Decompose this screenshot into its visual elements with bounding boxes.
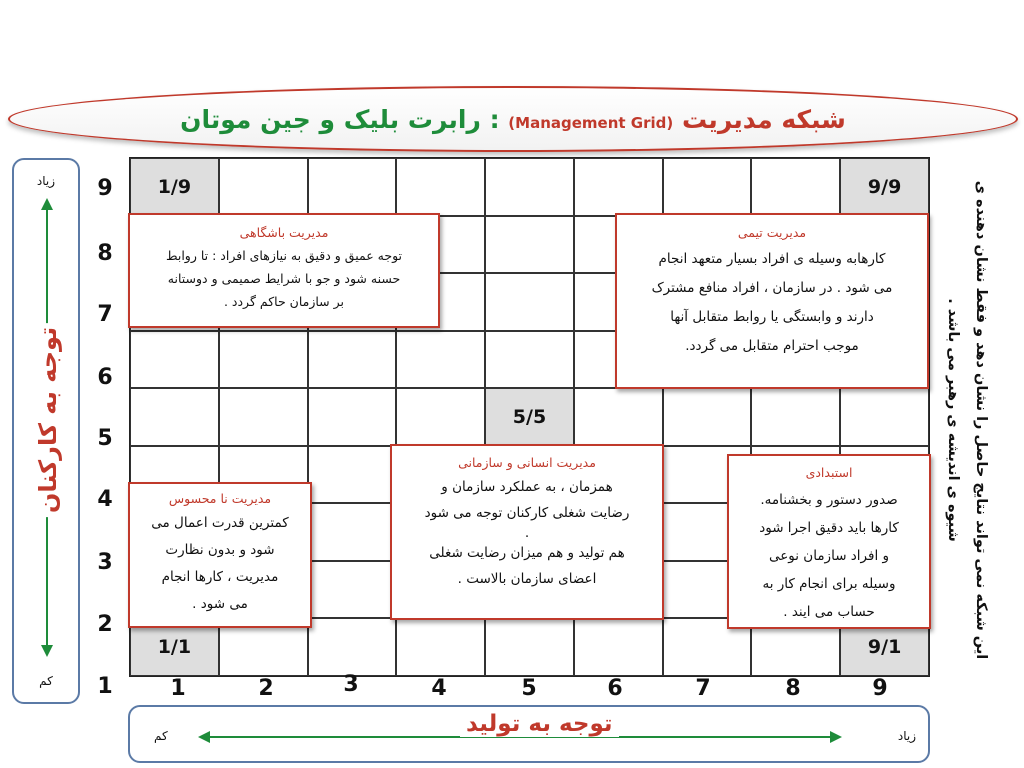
y-axis-high-label: زیاد	[36, 174, 56, 188]
grid-cell	[574, 618, 663, 676]
box-line: وسیله برای انجام کار به	[762, 576, 896, 592]
box-line: توجه عمیق و دقیق به نیازهای افراد : تا روابط	[165, 248, 403, 263]
grid-style-label: 1/1	[130, 618, 219, 676]
column-number: 8	[785, 676, 801, 701]
grid-cell	[840, 388, 929, 446]
grid-cell	[485, 331, 574, 389]
y-axis-low-label: کم	[39, 674, 53, 688]
box-title: مدیریت تیمی	[737, 225, 807, 240]
row-number: 8	[97, 241, 113, 266]
grid-cell	[751, 158, 840, 216]
column-number: 1	[170, 676, 186, 701]
row-number: 4	[97, 487, 113, 512]
box-line: حسنه شود و جو با شرایط صمیمی و دوستانه	[167, 271, 401, 286]
title-english: (Management Grid)	[508, 113, 674, 132]
grid-cell	[485, 216, 574, 274]
grid-cell	[396, 331, 485, 389]
column-number: 6	[607, 676, 623, 701]
box-line: شود و بدون نظارت	[165, 542, 275, 558]
x-axis-title: توجه به تولید	[460, 711, 619, 737]
x-axis-high-label: زیاد	[897, 729, 916, 743]
grid-cell	[219, 388, 308, 446]
grid-style-label: 9/1	[840, 618, 929, 676]
row-number: 6	[97, 365, 113, 390]
grid-cell	[308, 561, 397, 619]
box-title: مدیریت باشگاهی	[239, 225, 329, 240]
box-title: مدیریت انسانی و سازمانی	[458, 455, 596, 470]
row-number: 7	[97, 302, 113, 327]
grid-style-label: 9/9	[840, 158, 929, 216]
column-number: 4	[431, 676, 447, 701]
x-axis-panel	[128, 705, 930, 763]
grid-cell	[308, 618, 397, 676]
box-line: کمترین قدرت اعمال می	[151, 515, 289, 531]
grid-cell	[663, 388, 752, 446]
title-authors: : رابرت بلیک و جین موتان	[180, 104, 500, 134]
row-number: 1	[97, 674, 113, 699]
box-line: اعضای سازمان بالاست .	[457, 571, 597, 587]
grid-style-label: 5/5	[485, 388, 574, 446]
organization-man-management-box	[390, 444, 664, 620]
box-line: .	[524, 525, 530, 541]
box-title: استبدادی	[805, 465, 853, 480]
grid-cell	[751, 388, 840, 446]
box-line: کارهابه وسیله ی افراد بسیار متعهد انجام	[658, 251, 886, 267]
box-line: رضایت شغلی کارکنان توجه می شود	[424, 505, 630, 521]
grid-cell	[574, 158, 663, 216]
impoverished-management-box	[128, 482, 312, 628]
box-title: مدیریت نا محسوس	[168, 491, 272, 506]
x-axis-low-label: کم	[154, 729, 168, 743]
box-line: می شود . در سازمان ، افراد منافع مشترک	[651, 280, 893, 296]
grid-cell	[219, 158, 308, 216]
grid-cell	[574, 388, 663, 446]
box-line: موجب احترام متقابل می گردد.	[685, 338, 859, 354]
page-title	[180, 105, 846, 134]
side-note-line: این شبکه نمی تواند نتایج حاصل را نشان دهد و فقط نشان دهنده ی	[973, 180, 989, 660]
title-main: شبکه مدیریت	[681, 104, 846, 134]
grid-cell	[308, 388, 397, 446]
grid-cell	[485, 618, 574, 676]
column-number: 7	[695, 676, 711, 701]
side-note-line: شیوه ی اندیشه ی رهبر می باشد .	[945, 298, 961, 542]
box-line: و افراد سازمان نوعی	[768, 548, 890, 564]
grid-cell	[485, 273, 574, 331]
grid-cell	[308, 158, 397, 216]
grid-style-label: 1/9	[130, 158, 219, 216]
grid-cell	[396, 388, 485, 446]
row-number: 2	[97, 612, 113, 637]
row-number: 9	[97, 176, 113, 201]
grid-cell	[219, 331, 308, 389]
box-line: هم تولید و هم میزان رضایت شغلی	[429, 545, 625, 561]
grid-cell	[396, 158, 485, 216]
grid-cell	[308, 446, 397, 504]
y-axis-panel	[12, 158, 80, 704]
column-number: 5	[521, 676, 537, 701]
column-number: 2	[258, 676, 274, 701]
country-club-management-box	[128, 213, 440, 328]
box-line: دارند و وابستگی یا روابط متقابل آنها	[670, 309, 874, 325]
grid-cell	[130, 388, 219, 446]
title-banner	[8, 86, 1018, 152]
box-line: کارها باید دقیق اجرا شود	[759, 520, 899, 536]
team-management-box	[615, 213, 929, 389]
grid-cell	[485, 158, 574, 216]
row-number: 3	[97, 550, 113, 575]
box-line: بر سازمان حاکم گردد .	[223, 294, 345, 309]
y-axis-title: توجه به کارکنان	[34, 323, 62, 517]
grid-cell	[396, 618, 485, 676]
grid-cell	[130, 331, 219, 389]
grid-cell	[663, 158, 752, 216]
authority-management-box	[727, 454, 931, 629]
column-number: 3	[343, 672, 359, 697]
box-line: حساب می ایند .	[783, 604, 875, 620]
box-line: می شود .	[192, 596, 248, 612]
grid-cell	[308, 503, 397, 561]
grid-cell	[308, 331, 397, 389]
box-line: همزمان ، به عملکرد سازمان و	[441, 479, 613, 495]
row-number: 5	[97, 426, 113, 451]
column-number: 9	[872, 676, 888, 701]
box-line: صدور دستور و بخشنامه.	[760, 492, 898, 508]
box-line: مدیریت ، کارها انجام	[161, 569, 279, 585]
